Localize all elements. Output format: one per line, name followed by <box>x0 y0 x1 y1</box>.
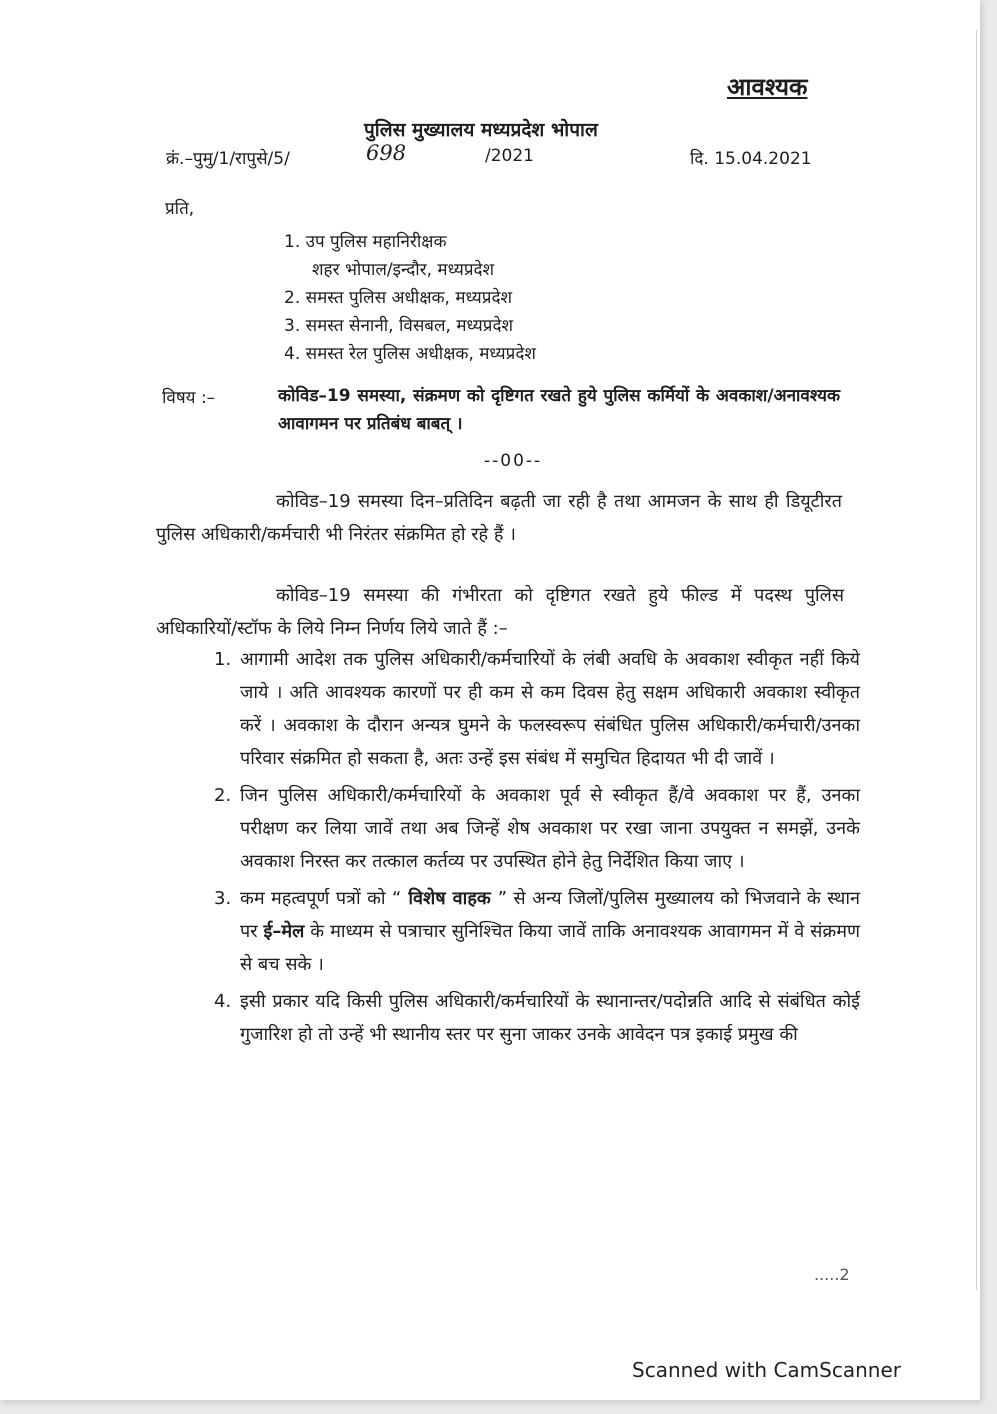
item-emphasis-special-carrier: विशेष वाहक <box>401 888 498 909</box>
reference-year: /2021 <box>485 146 534 166</box>
subject-label: विषय :– <box>162 388 216 408</box>
separator: --00-- <box>484 451 543 471</box>
item-text: आगामी आदेश तक पुलिस अधिकारी/कर्मचारियों के लंबी अवधि के अवकाश स्वीकृत नहीं किये जाये । अति आवश्यक कारणों पर ही कम से कम दिवस हेतु सक्षम अधिकारी अवकाश स्वीकृत करें । अवकाश के दौरान अन्यत्र घुमने के फलस्वरूप संबंधित पुलिस अधिकारी/कर्मचारी/उनका परिवार संक्रमित हो सकता है, अतः उन्हें इस संबंध में समुचित हिदायत भी दी जावें । <box>240 649 860 769</box>
reference-number: 698 <box>366 141 407 165</box>
recipient-line: 3. समस्त सेनानी, विसबल, मध्यप्रदेश <box>284 316 514 336</box>
item-number: 3. <box>214 888 232 909</box>
item-text: इसी प्रकार यदि किसी पुलिस अधिकारी/कर्मचारियों के स्थानान्तर/पदोन्नति आदि से संबंधित कोई गुजारिश हो तो उन्हें भी स्थानीय स्तर पर सुना जाकर उनके आवेदन पत्र इकाई प्रमुख की <box>240 991 860 1045</box>
item-number: 4. <box>214 991 232 1012</box>
recipient-line: 4. समस्त रेल पुलिस अधीक्षक, मध्यप्रदेश <box>284 344 536 364</box>
item-number: 2. <box>214 785 232 806</box>
recipient-line: 2. समस्त पुलिस अधीक्षक, मध्यप्रदेश <box>284 288 513 308</box>
body-paragraph: कोविड–19 समस्या की गंभीरता को दृष्टिगत रखते हुये फील्ड में पदस्थ पुलिस अधिकारियों/स्टॉफ के लिये निम्न निर्णय लिये जाते हैं :– <box>156 585 844 639</box>
recipient-list <box>284 228 536 368</box>
item-text: जिन पुलिस अधिकारी/कर्मचारियों के अवकाश पूर्व से स्वीकृत हैं/वे अवकाश पर हैं, उनका परीक्षण कर लिया जावें तथा अब जिन्हें शेष अवकाश पर रखा जाना उपयुक्त न समझें, उनके अवकाश निरस्त कर तत्काल कर्तव्य पर उपस्थित होने हेतु निर्देशित किया जाए । <box>240 785 860 872</box>
list-item <box>200 985 860 1051</box>
item-emphasis-email: ई–मेल <box>263 921 305 942</box>
urgent-label: आवश्यक <box>727 73 808 101</box>
item-text-mid: ” से अन्य जिलों/पुलिस मुख्यालय को भिजवाने के स्थान पर <box>240 888 860 942</box>
recipient-line: शहर भोपाल/इन्दौर, मध्यप्रदेश <box>312 260 495 280</box>
item-text-post: के माध्यम से पत्राचार सुनिश्चित किया जावें ताकि अनावश्यक आवागमन में वे संक्रमण से बच सके । <box>240 921 861 975</box>
item-number: 1. <box>214 649 232 670</box>
item-text-pre: कम महत्वपूर्ण पत्रों को “ <box>240 888 402 909</box>
directive-list <box>200 643 860 1055</box>
to-label: प्रति, <box>165 199 195 219</box>
subject-text: कोविड–19 समस्या, संक्रमण को दृष्टिगत रखते हुये पुलिस कर्मियों के अवकाश/अनावश्यक आवागमन पर प्रतिबंध बाबत् । <box>278 386 840 434</box>
recipient-line: 1. उप पुलिस महानिरीक्षक <box>284 232 447 252</box>
reference-prefix: क्रं.–पुमु/1/रापुसे/5/ <box>166 149 290 169</box>
list-item <box>200 643 860 775</box>
list-item <box>200 882 860 981</box>
list-item <box>200 779 860 878</box>
body-paragraph: कोविड–19 समस्या दिन–प्रतिदिन बढ़ती जा रही है तथा आमजन के साथ ही डियूटीरत पुलिस अधिकारी/कर्मचारी भी निरंतर संक्रमित हो रहे हैं । <box>156 491 842 545</box>
continuation-marker: .....2 <box>814 1265 850 1284</box>
document-date: दि. 15.04.2021 <box>690 149 812 169</box>
scanner-watermark: Scanned with CamScanner <box>632 1358 901 1382</box>
office-heading: पुलिस मुख्यालय मध्यप्रदेश भोपाल <box>364 119 598 141</box>
page-edge-divider <box>976 30 977 1290</box>
